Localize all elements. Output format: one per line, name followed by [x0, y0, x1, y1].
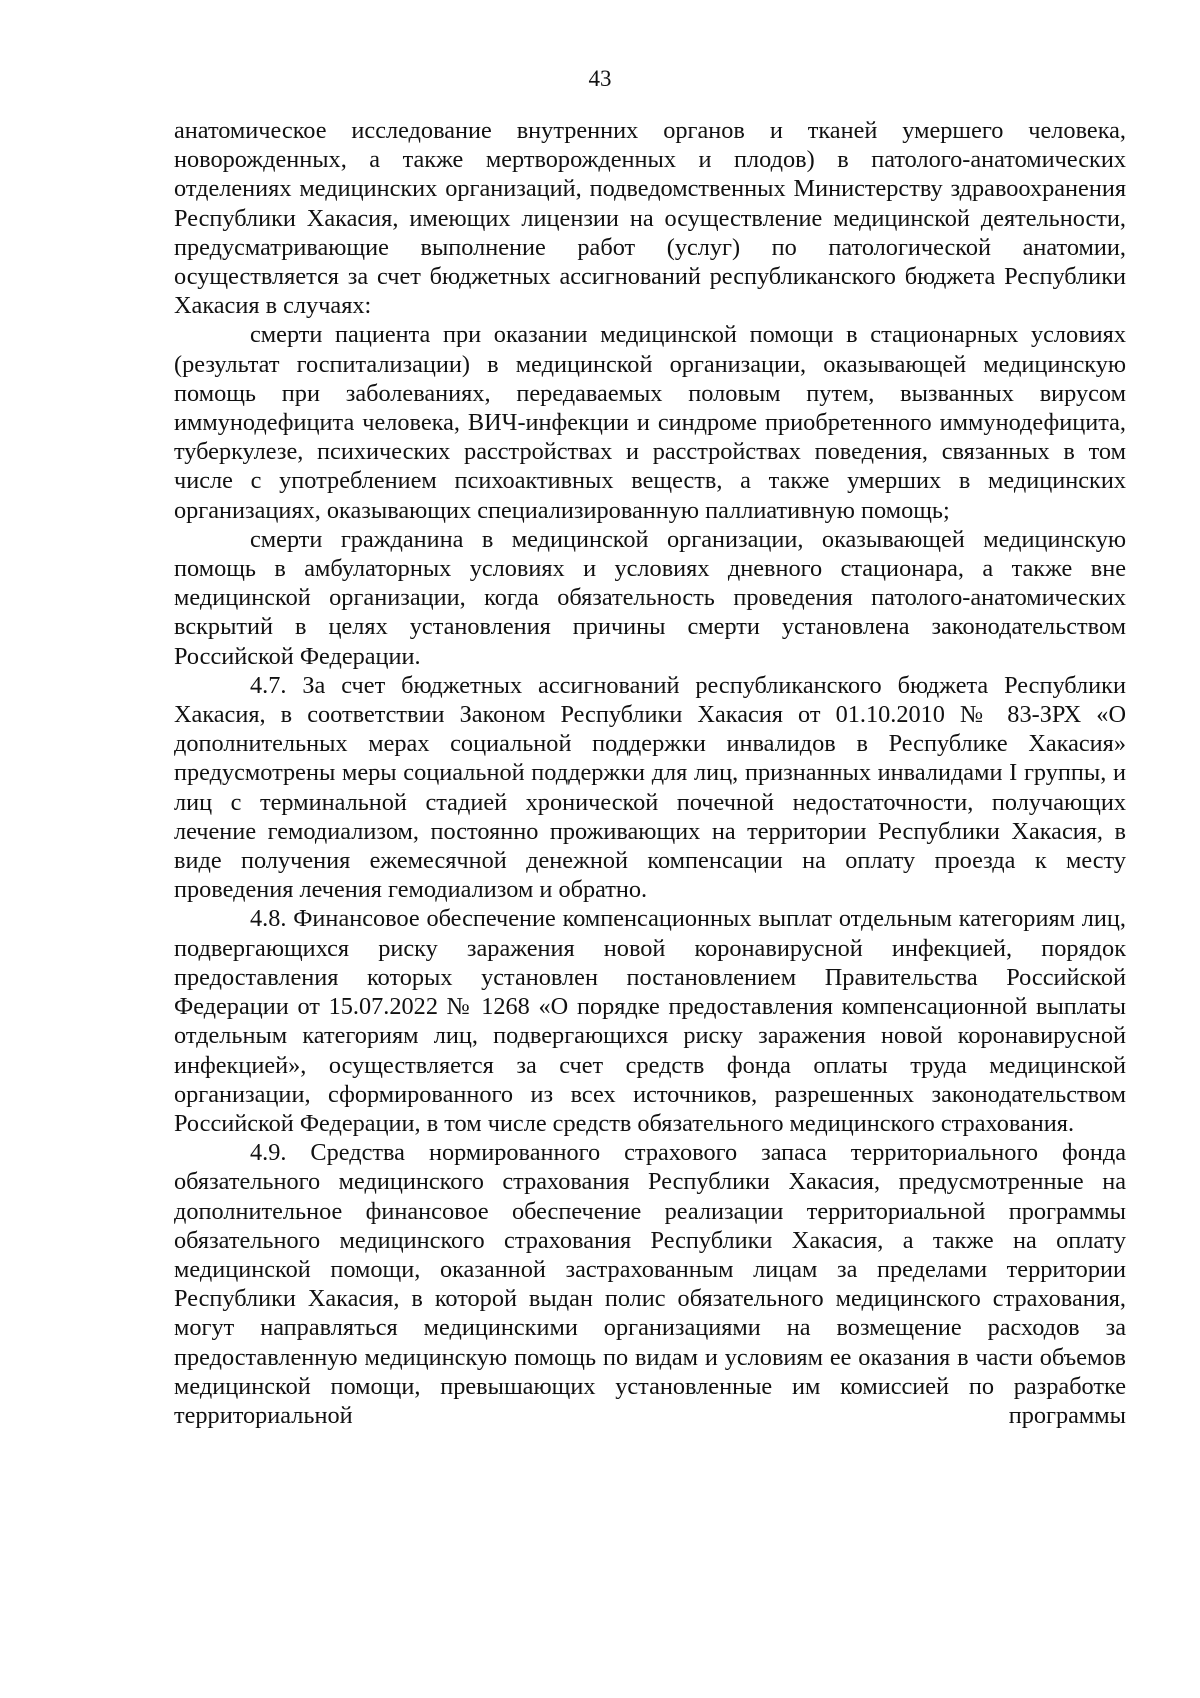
page-number: 43	[588, 66, 612, 91]
paragraph-section-4-7: 4.7. За счет бюджетных ассигнований республиканского бюджета Республики Хакасия, в соответствии Законом Республики Хакасия от 01.10.2010 № 83-ЗРХ «О дополнительных мерах социальной поддержки инвалидов в Республике Хакасия» предусмотрены меры социальной поддержки для лиц, признанных инвалидами I группы, и лиц с терминальной стадией хронической почечной недостаточности, получающих лечение гемодиализом, постоянно проживающих на территории Республики Хакасия, в виде получения ежемесячной денежной компенсации на оплату проезда к месту проведения лечения гемодиализом и обратно.	[174, 671, 1126, 904]
paragraph-citizen-death-outpatient: смерти гражданина в медицинской организации, оказывающей медицинскую помощь в амбулаторных условиях и условиях дневного стационара, а также вне медицинской организации, когда обязательность проведения патолого-анатомических вскрытий в целях установления причины смерти установлена законодательством Российской Федерации.	[174, 525, 1126, 670]
document-body	[174, 116, 1126, 1430]
paragraph-pathology-continuation: анатомическое исследование внутренних органов и тканей умершего человека, новорожденных, а также мертворожденных и плодов) в патолого-анатомических отделениях медицинских организаций, подведомственных Министерству здравоохранения Республики Хакасия, имеющих лицензии на осуществление медицинской деятельности, предусматривающие выполнение работ (услуг) по патологической анатомии, осуществляется за счет бюджетных ассигнований республиканского бюджета Республики Хакасия в случаях:	[174, 117, 1126, 320]
paragraph-patient-death-inpatient: смерти пациента при оказании медицинской помощи в стационарных условиях (результат госпитализации) в медицинской организации, оказывающей медицинскую помощь при заболеваниях, передаваемых половым путем, вызванных вирусом иммунодефицита человека, ВИЧ-инфекции и синдроме приобретенного иммунодефицита, туберкулезе, психических расстройствах и расстройствах поведения, связанных в том числе с употреблением психоактивных веществ, а также умерших в медицинских организациях, оказывающих специализированную паллиативную помощь;	[174, 321, 1126, 524]
paragraph-section-4-9: 4.9. Средства нормированного страхового запаса территориального фонда обязательного медицинского страхования Республики Хакасия, предусмотренные на дополнительное финансовое обеспечение реализации территориальной программы обязательного медицинского страхования Республики Хакасия, а также на оплату медицинской помощи, оказанной застрахованным лицам за пределами территории Республики Хакасия, в которой выдан полис обязательного медицинского страхования, могут направляться медицинскими организациями на возмещение расходов за предоставленную медицинскую помощь по видам и условиям ее оказания в части объемов медицинской помощи, превышающих установленные им комиссией по разработке территориальной программы	[174, 1139, 1126, 1429]
paragraph-section-4-8: 4.8. Финансовое обеспечение компенсационных выплат отдельным категориям лиц, подвергающихся риску заражения новой коронавирусной инфекцией, порядок предоставления которых установлен постановлением Правительства Российской Федерации от 15.07.2022 № 1268 «О порядке предоставления компенсационной выплаты отдельным категориям лиц, подвергающихся риску заражения новой коронавирусной инфекцией», осуществляется за счет средств фонда оплаты труда медицинской организации, сформированного из всех источников, разрешенных законодательством Российской Федерации, в том числе средств обязательного медицинского страхования.	[174, 905, 1126, 1137]
